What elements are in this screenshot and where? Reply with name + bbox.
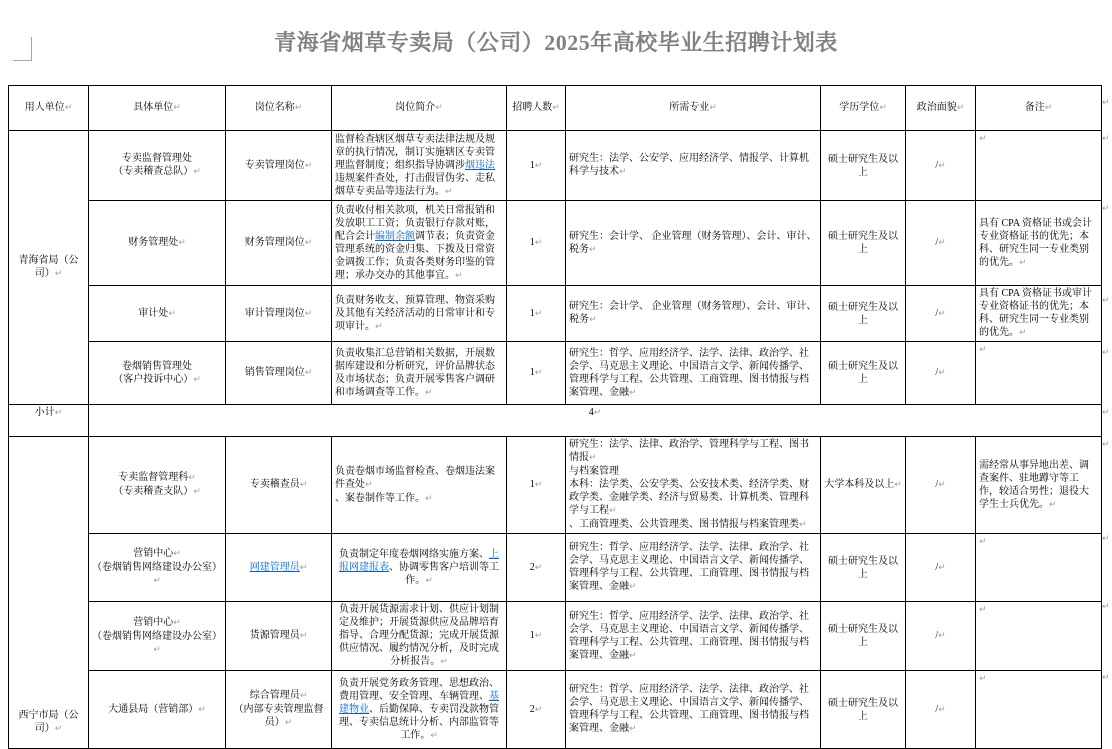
line-break-mark: ↵ xyxy=(534,480,543,490)
position-name: 专卖稽查员 xyxy=(249,479,300,490)
position-name: 审计管理岗位 xyxy=(244,307,305,319)
table-row xyxy=(9,131,1102,201)
employer-name: 司） xyxy=(34,723,55,734)
unit-name: 营销中心 xyxy=(133,616,174,628)
header-cell-count xyxy=(507,86,566,131)
majors-cell xyxy=(566,342,821,405)
count-value: 1 xyxy=(529,159,535,171)
count-cell xyxy=(507,437,566,534)
line-break-mark: ↵ xyxy=(534,308,543,319)
line-break-mark: ↵ xyxy=(445,186,453,197)
line-break-mark: ↵ xyxy=(629,724,637,734)
intro-cell xyxy=(332,286,507,342)
intro-text: 、后勤保障、专卖罚没款物管理、专卖信息统计分析、内部监管等工作。 xyxy=(339,703,499,741)
intro-cell xyxy=(332,534,507,602)
line-break-mark: ↵ xyxy=(299,562,308,573)
header-label: 岗位简介 xyxy=(395,102,436,113)
majors-text: 研究生：法学、法律、政治学、管理科学与工程、图书情报 xyxy=(569,439,809,463)
unit-name: （客户投诉中心） xyxy=(113,373,194,385)
header-cell-majors xyxy=(566,86,821,131)
line-break-mark: ↵ xyxy=(64,103,73,113)
degree-cell xyxy=(821,437,906,534)
line-break-mark: ↵ xyxy=(629,387,637,398)
unit-name: 营销中心 xyxy=(133,548,174,559)
text-boundary-corner-mark xyxy=(13,37,32,61)
line-break-mark: ↵ xyxy=(938,368,946,378)
line-break-mark: ↵ xyxy=(534,238,543,248)
unit-name: （专卖稽查支队） xyxy=(113,486,194,497)
line-break-mark: ↵ xyxy=(294,103,303,113)
remark-text: 具有 CPA 资格证书或审计专业资格证书的优先；本科、研究生同一专业类别的优先。 xyxy=(979,288,1092,338)
count-value: 1 xyxy=(529,630,535,641)
header-label: 岗位名称 xyxy=(254,102,295,113)
table-row xyxy=(9,534,1102,602)
position-cell xyxy=(226,286,332,342)
line-break-mark: ↵ xyxy=(375,321,383,332)
line-break-mark: ↵ xyxy=(304,308,313,319)
majors-cell xyxy=(566,602,821,671)
table-row xyxy=(9,286,1102,342)
line-break-mark: ↵ xyxy=(1049,499,1057,510)
remark-cell xyxy=(976,286,1102,342)
line-break-mark: ↵ xyxy=(979,345,987,355)
line-break-mark: ↵ xyxy=(938,562,946,573)
header-label: 备注 xyxy=(1024,102,1045,113)
political-value: / xyxy=(935,237,939,248)
line-break-mark: ↵ xyxy=(629,582,637,592)
position-cell xyxy=(226,201,332,286)
header-cell-remark xyxy=(976,86,1102,131)
row-end-mark: ↵ xyxy=(1102,534,1110,544)
degree-cell xyxy=(821,602,906,671)
row-end-mark: ↵ xyxy=(1102,408,1110,418)
header-label: 具体单位 xyxy=(133,102,174,113)
subtotal-value: 4 xyxy=(588,407,594,418)
political-cell xyxy=(906,437,976,534)
political-cell xyxy=(906,201,976,286)
line-break-mark: ↵ xyxy=(609,506,617,516)
unit-name: 专卖监督管理处 xyxy=(122,153,192,164)
line-break-mark: ↵ xyxy=(168,308,176,319)
count-cell xyxy=(507,286,566,342)
position-cell xyxy=(226,131,332,201)
line-break-mark: ↵ xyxy=(534,368,543,378)
degree-text: 大学本科及以上 xyxy=(824,479,895,490)
table-row xyxy=(9,201,1102,286)
table-row xyxy=(9,602,1102,671)
degree-cell xyxy=(821,671,906,749)
unit-cell xyxy=(89,534,226,602)
employer-name: 青海省局（公 xyxy=(18,255,79,266)
line-break-mark: ↵ xyxy=(629,650,637,661)
row-end-mark: ↵ xyxy=(1102,440,1110,450)
line-break-mark: ↵ xyxy=(54,724,63,734)
intro-text: 负责开展货源需求计划、供应计划制定及维护；开展货源供应及品牌培育指导、合理分配货源；完成开展货源供应情况、履约情况分析，及时完成分析报告。 xyxy=(339,604,499,667)
majors-cell xyxy=(566,437,821,534)
intro-text: 负责制定年度卷烟网络实施方案、 xyxy=(339,548,489,560)
political-cell xyxy=(906,286,976,342)
line-break-mark: ↵ xyxy=(299,480,308,490)
remark-cell xyxy=(976,201,1102,286)
header-cell-degree xyxy=(821,86,906,131)
majors-text: 研究生：哲学、应用经济学、法学、法律、政治学、社会学、马克思主义理论、中国语言文学、新闻传播学、管理科学与工程、公共管理、工商管理、图书情报与档案管理、金融 xyxy=(569,610,809,661)
unit-name: 专卖监督管理科 xyxy=(118,472,189,483)
row-end-mark: ↵ xyxy=(1102,296,1110,306)
unit-name: 卷烟销售管理处 xyxy=(122,360,192,372)
line-break-mark: ↵ xyxy=(304,238,313,248)
line-break-mark: ↵ xyxy=(799,520,807,530)
intro-cell xyxy=(332,437,507,534)
remark-text: 具有 CPA 资格证书或会计专业资格证书的优先；本科、研究生同一专业类别的优先。 xyxy=(979,217,1092,268)
line-break-mark: ↵ xyxy=(425,387,433,398)
degree-cell xyxy=(821,342,906,405)
line-break-mark: ↵ xyxy=(589,453,597,463)
line-break-mark: ↵ xyxy=(299,691,308,701)
line-break-mark: ↵ xyxy=(173,103,181,113)
row-end-mark: ↵ xyxy=(1102,673,1110,683)
line-break-mark: ↵ xyxy=(455,270,463,281)
majors-text: 研究生：会计学、 企业管理（财务管理）、会计、审计、税务 xyxy=(569,301,817,325)
remark-cell xyxy=(976,534,1102,602)
count-cell xyxy=(507,534,566,602)
position-name: 财务管理岗位 xyxy=(244,237,305,248)
row-end-mark: ↵ xyxy=(1102,348,1110,358)
line-break-mark: ↵ xyxy=(894,480,902,490)
intro-text: 负责卷烟市场监督检查、卷烟违法案件查处 xyxy=(335,465,495,490)
line-break-mark: ↵ xyxy=(593,408,602,418)
line-break-mark: ↵ xyxy=(589,315,597,325)
unit-cell xyxy=(89,437,226,534)
degree-cell xyxy=(821,201,906,286)
intro-cell xyxy=(332,671,507,749)
count-value: 1 xyxy=(529,367,535,378)
line-break-mark: ↵ xyxy=(54,269,63,279)
line-break-mark: ↵ xyxy=(938,704,946,715)
political-cell xyxy=(906,534,976,602)
line-break-mark: ↵ xyxy=(938,308,946,319)
employer-name: 西宁市局（公 xyxy=(18,710,79,721)
line-break-mark: ↵ xyxy=(589,244,597,255)
majors-cell xyxy=(566,534,821,602)
degree-cell xyxy=(821,286,906,342)
political-cell xyxy=(906,602,976,671)
intro-cell xyxy=(332,131,507,201)
line-break-mark: ↵ xyxy=(619,167,627,177)
line-break-mark: ↵ xyxy=(534,704,543,715)
majors-text: 研究生：哲学、应用经济学、法学、法律、政治学、社会学、马克思主义理论、中国语言文学、新闻传播学、管理科学与工程、公共管理、工商管理、图书情报与档案管理、金融 xyxy=(569,684,809,734)
subtotal-row xyxy=(9,405,1102,437)
intro-text: 调节表；负责资金管理系统的资金归集、下拨及日常资金调拨工作；负责各类财务印鉴的管理；承办交办的其他事宜。 xyxy=(335,230,495,281)
political-value: / xyxy=(935,703,939,715)
position-name: 综合管理员 xyxy=(249,690,300,701)
intro-text: 负责开展党务政务管理、思想政治、费用管理、安全管理、车辆管理、 xyxy=(339,677,499,702)
line-break-mark: ↵ xyxy=(153,644,161,655)
line-break-mark: ↵ xyxy=(979,537,987,547)
line-break-mark: ↵ xyxy=(435,103,443,113)
degree-text: 硕士研究生及以上 xyxy=(828,153,898,178)
line-break-mark: ↵ xyxy=(534,562,543,573)
intro-text: 负责收付相关款项，机关日常报销和发放职工工资；负责银行存款对账，配合会计 xyxy=(335,204,495,242)
row-end-mark: ↵ xyxy=(1102,602,1110,612)
unit-name: （卷烟销售网络建设办公室） xyxy=(92,630,222,642)
political-cell xyxy=(906,342,976,405)
subtotal-label: 小计 xyxy=(34,407,55,418)
remark-cell xyxy=(976,671,1102,749)
unit-name: （卷烟销售网络建设办公室） xyxy=(92,562,222,573)
hyperlink-text[interactable]: 烟违法 xyxy=(465,159,495,171)
political-cell xyxy=(906,671,976,749)
political-value: / xyxy=(935,561,939,573)
header-cell-unit xyxy=(89,86,226,131)
unit-name: （专卖稽查总队） xyxy=(113,166,194,177)
majors-text: 研究生：哲学、应用经济学、法学、法律、政治学、社会学、马克思主义理论、中国语言文学、新闻传播学、管理科学与工程、公共管理、工商管理、图书情报与档案管理、金融 xyxy=(569,542,809,592)
majors-cell xyxy=(566,201,821,286)
political-cell xyxy=(906,131,976,201)
header-label: 学历学位 xyxy=(839,102,880,113)
line-break-mark: ↵ xyxy=(173,617,181,628)
majors-text: 研究生：哲学、应用经济学、法学、法律、政治学、社会学、马克思主义理论、中国语言文学、新闻传播学、管理科学与工程、公共管理、工商管理、图书情报与档案管理、金融 xyxy=(569,347,809,398)
header-label: 政治面貌 xyxy=(916,102,957,113)
header-cell-position xyxy=(226,86,332,131)
header-cell-political xyxy=(906,86,976,131)
intro-text: 、协调零售客户培训等工作。 xyxy=(389,561,499,586)
line-break-mark: ↵ xyxy=(198,704,206,715)
degree-text: 硕士研究生及以上 xyxy=(828,555,898,580)
intro-text: 监督检查辖区烟草专卖法律法规及规章的执行情况，制订实施辖区专卖管理监督制度；组织指导协调涉 xyxy=(335,133,495,171)
count-value: 1 xyxy=(529,307,535,319)
remark-cell xyxy=(976,602,1102,671)
line-break-mark: ↵ xyxy=(979,605,987,615)
line-break-mark: ↵ xyxy=(440,657,448,667)
subtotal-label-cell xyxy=(9,405,89,437)
line-break-mark: ↵ xyxy=(425,493,433,504)
position-cell xyxy=(226,437,332,534)
subtotal-value-cell xyxy=(89,405,1102,437)
hyperlink-text[interactable]: 基建物业 xyxy=(339,690,499,715)
line-break-mark: ↵ xyxy=(879,103,887,113)
majors-cell xyxy=(566,131,821,201)
degree-text: 硕士研究生及以上 xyxy=(828,231,898,255)
majors-text: 与档案管理 xyxy=(569,466,619,477)
intro-cell xyxy=(332,342,507,405)
unit-name: 财务管理处 xyxy=(128,237,179,248)
line-break-mark: ↵ xyxy=(304,368,313,378)
majors-text: 、工商管理类、公共管理类、图书情报与档案管理类 xyxy=(569,519,799,530)
employer-group-xining xyxy=(9,437,89,749)
table-header-row xyxy=(9,86,1102,131)
count-cell xyxy=(507,201,566,286)
political-value: / xyxy=(935,367,939,378)
majors-text: 研究生：法学、公安学、应用经济学、情报学、计算机科学与技术 xyxy=(569,153,809,177)
row-end-mark: ↵ xyxy=(1102,98,1110,108)
unit-name: 大通县局（营销部） xyxy=(108,703,199,715)
table-row xyxy=(9,671,1102,749)
line-break-mark: ↵ xyxy=(304,160,313,171)
table-row xyxy=(9,437,1102,534)
header-label: 用人单位 xyxy=(24,102,65,113)
intro-text: 、案卷制作等工作。 xyxy=(335,492,425,504)
count-value: 2 xyxy=(529,561,535,573)
position-cell xyxy=(226,534,332,602)
line-break-mark: ↵ xyxy=(552,103,560,113)
intro-text: 负责财务收支、预算管理、物资采购及其他有关经济活动的日常审计和专项审计。 xyxy=(335,294,495,332)
count-cell xyxy=(507,671,566,749)
line-break-mark: ↵ xyxy=(709,103,717,113)
intro-text: 违规案件查处，打击假冒伪劣、走私烟草专卖品等违法行为。 xyxy=(335,172,495,197)
unit-cell xyxy=(89,602,226,671)
line-break-mark: ↵ xyxy=(938,480,946,490)
line-break-mark: ↵ xyxy=(153,576,161,586)
employer-group-qinghai xyxy=(9,131,89,405)
line-break-mark: ↵ xyxy=(1044,103,1053,113)
line-break-mark: ↵ xyxy=(1019,257,1027,268)
remark-text: 需经常从事异地出差、调查案件、驻地蹲守等工作，较适合男性；退役大学生士兵优先。 xyxy=(979,459,1089,510)
degree-text: 硕士研究生及以上 xyxy=(828,624,898,648)
row-end-mark: ↵ xyxy=(1102,134,1110,144)
line-break-mark: ↵ xyxy=(425,575,433,586)
political-value: / xyxy=(935,630,939,641)
position-cell xyxy=(226,671,332,749)
position-cell xyxy=(226,602,332,671)
page-title: 青海省烟草专卖局（公司）2025年高校毕业生招聘计划表 xyxy=(274,30,838,55)
header-label: 所需专业 xyxy=(669,102,710,113)
position-name: （内部专卖管理监督员） xyxy=(233,704,324,728)
degree-cell xyxy=(821,131,906,201)
table-row xyxy=(9,342,1102,405)
remark-cell xyxy=(976,342,1102,405)
count-cell xyxy=(507,602,566,671)
count-value: 1 xyxy=(529,479,535,490)
intro-cell xyxy=(332,602,507,671)
header-cell-intro xyxy=(332,86,507,131)
count-value: 1 xyxy=(529,237,535,248)
unit-cell xyxy=(89,131,226,201)
line-break-mark: ↵ xyxy=(938,631,946,641)
line-break-mark: ↵ xyxy=(938,238,946,248)
line-break-mark: ↵ xyxy=(188,473,196,483)
unit-cell xyxy=(89,286,226,342)
majors-cell xyxy=(566,671,821,749)
unit-cell xyxy=(89,342,226,405)
political-value: / xyxy=(935,479,939,490)
line-break-mark: ↵ xyxy=(938,160,946,171)
degree-text: 硕士研究生及以上 xyxy=(828,697,898,722)
position-cell xyxy=(226,342,332,405)
line-break-mark: ↵ xyxy=(979,674,987,684)
intro-cell xyxy=(332,201,507,286)
unit-name: 审计处 xyxy=(138,307,169,319)
majors-cell xyxy=(566,286,821,342)
employer-name: 司） xyxy=(34,268,55,279)
line-break-mark: ↵ xyxy=(299,631,308,641)
intro-text: 负责收集汇总营销相关数据，开展数据库建设和分析研究，评价品牌状态及市场状态；负责开展零售客户调研和市场调查等工作。 xyxy=(335,347,495,398)
majors-text: 研究生：会计学、 企业管理（财务管理）、会计、审计、税务 xyxy=(569,230,817,255)
degree-text: 硕士研究生及以上 xyxy=(828,301,898,326)
hyperlink-text[interactable]: 编制余额 xyxy=(375,230,415,242)
row-end-mark: ↵ xyxy=(1102,204,1110,214)
line-break-mark: ↵ xyxy=(193,487,201,497)
line-break-mark: ↵ xyxy=(1019,328,1027,338)
degree-cell xyxy=(821,534,906,602)
line-break-mark: ↵ xyxy=(193,167,201,177)
line-break-mark: ↵ xyxy=(284,718,293,728)
remark-cell xyxy=(976,437,1102,534)
count-value: 2 xyxy=(529,703,535,715)
header-cell-employer xyxy=(9,86,89,131)
position-name: 专卖管理岗位 xyxy=(244,159,305,171)
degree-text: 硕士研究生及以上 xyxy=(828,361,898,385)
political-value: / xyxy=(935,307,939,319)
remark-cell xyxy=(976,131,1102,201)
position-name: 货源管理员 xyxy=(249,630,300,641)
line-break-mark: ↵ xyxy=(979,134,987,144)
line-break-mark: ↵ xyxy=(54,408,63,418)
line-break-mark: ↵ xyxy=(430,730,438,741)
count-cell xyxy=(507,342,566,405)
line-break-mark: ↵ xyxy=(534,160,543,171)
header-label: 招聘人数 xyxy=(512,102,553,113)
line-break-mark: ↵ xyxy=(956,103,965,113)
line-break-mark: ↵ xyxy=(365,479,373,490)
line-break-mark: ↵ xyxy=(193,374,201,385)
recruitment-table xyxy=(8,85,1102,749)
line-break-mark: ↵ xyxy=(178,238,186,248)
majors-text: 本科：法学类、公安学类、公安技术类、经济学类、财政学类、金融学类、经济与贸易类、计算机类、管理科学与工程 xyxy=(569,479,809,516)
political-value: / xyxy=(935,159,939,171)
hyperlink-text[interactable]: 上报网建报表 xyxy=(339,548,499,573)
unit-cell xyxy=(89,671,226,749)
line-break-mark: ↵ xyxy=(534,631,543,641)
position-name: 销售管理岗位 xyxy=(244,367,305,378)
hyperlink-text[interactable]: 网建管理员 xyxy=(249,561,300,573)
count-cell xyxy=(507,131,566,201)
line-break-mark: ↵ xyxy=(173,549,181,559)
unit-cell xyxy=(89,201,226,286)
